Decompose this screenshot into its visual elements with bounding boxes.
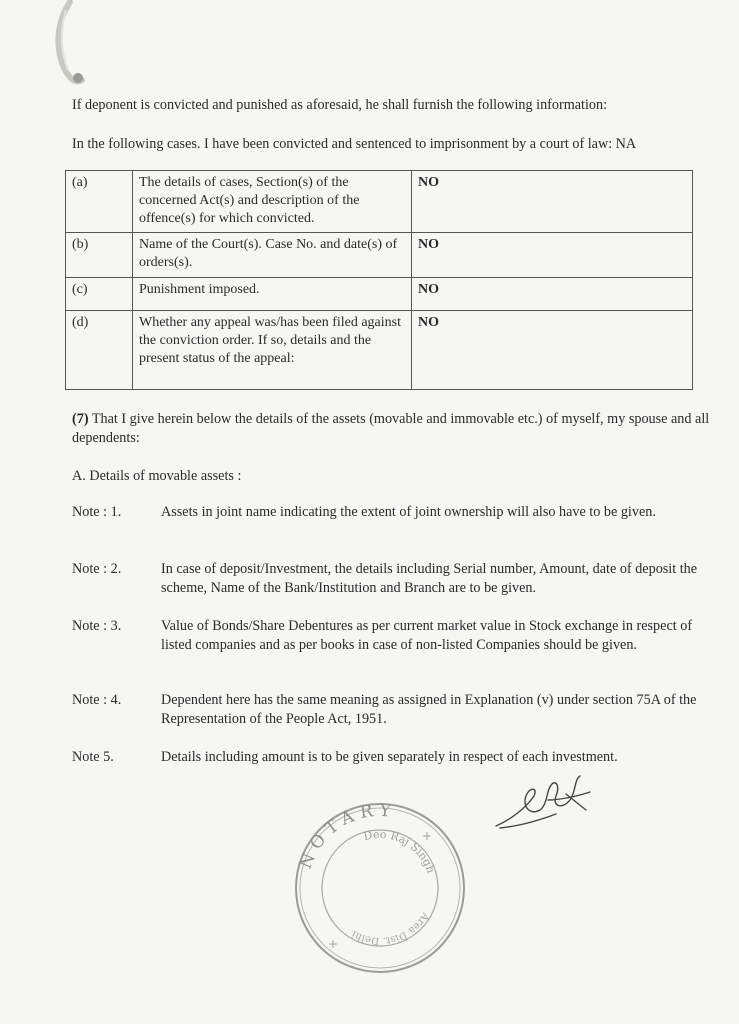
movable-assets-heading: A. Details of movable assets : xyxy=(72,468,242,484)
row-label: (d) xyxy=(66,311,133,390)
row-answer: NO xyxy=(412,311,693,390)
row-description: Whether any appeal was/has been filed against the conviction order. If so, details and the present status of the appeal: xyxy=(133,311,412,390)
table-row xyxy=(66,278,693,311)
seal-name-text: Deo Raj Singh xyxy=(362,827,438,875)
seal-area-text: Area Dist. Delhi xyxy=(350,910,431,947)
svg-text:+: + xyxy=(422,829,433,843)
table-row xyxy=(66,171,693,233)
row-label: (a) xyxy=(66,171,133,233)
note-text: Assets in joint name indicating the extent of joint ownership will also have to be given. xyxy=(161,504,656,520)
svg-text:Area Dist. Delhi xyxy=(350,910,431,946)
binding-thread-mark xyxy=(40,0,90,90)
note-text: Value of Bonds/Share Debentures as per current market value in Stock exchange in respect of listed companies and as per books in case of non-listed Companies should be given. xyxy=(161,618,693,653)
note-text: Details including amount is to be given separately in respect of each investment. xyxy=(161,749,618,765)
svg-text:+: + xyxy=(328,937,339,951)
cases-text: In the following cases. I have been convicted and sentenced to imprisonment by a court of law: NA xyxy=(72,136,637,152)
assets-text: That I give herein below the details of the assets (movable and immovable etc.) of myself, my spouse and all dependents: xyxy=(72,411,710,446)
conviction-table xyxy=(65,170,693,390)
row-label: (b) xyxy=(66,233,133,278)
assets-paragraph xyxy=(72,410,722,448)
note-text: In case of deposit/Investment, the details including Serial number, Amount, date of deposit the scheme, Name of the Bank/Institution and Branch are to be given. xyxy=(161,561,698,596)
row-description: The details of cases, Section(s) of the concerned Act(s) and description of the offence(s) for which convicted. xyxy=(133,171,412,233)
seal-outer-text: NOTARY xyxy=(295,800,398,872)
note-text: Dependent here has the same meaning as assigned in Explanation (v) under section 75A of the Representation of the People Act, 1951. xyxy=(161,692,697,727)
row-answer: NO xyxy=(412,278,693,311)
note-label: Note : 2. xyxy=(72,561,122,577)
notary-seal-stamp xyxy=(292,800,468,976)
note-label: Note : 1. xyxy=(72,504,122,520)
row-answer: NO xyxy=(412,171,693,233)
intro-text: If deponent is convicted and punished as aforesaid, he shall furnish the following information: xyxy=(72,97,608,113)
row-description: Name of the Court(s). Case No. and date(s) of orders(s). xyxy=(133,233,412,278)
table-row xyxy=(66,311,693,390)
row-answer: NO xyxy=(412,233,693,278)
row-label: (c) xyxy=(66,278,133,311)
table-row xyxy=(66,233,693,278)
note-label: Note 5. xyxy=(72,749,114,765)
assets-number: (7) xyxy=(72,411,89,427)
note-label: Note : 4. xyxy=(72,692,122,708)
handwritten-signature xyxy=(490,770,600,835)
row-description: Punishment imposed. xyxy=(133,278,412,311)
note-label: Note : 3. xyxy=(72,618,122,634)
